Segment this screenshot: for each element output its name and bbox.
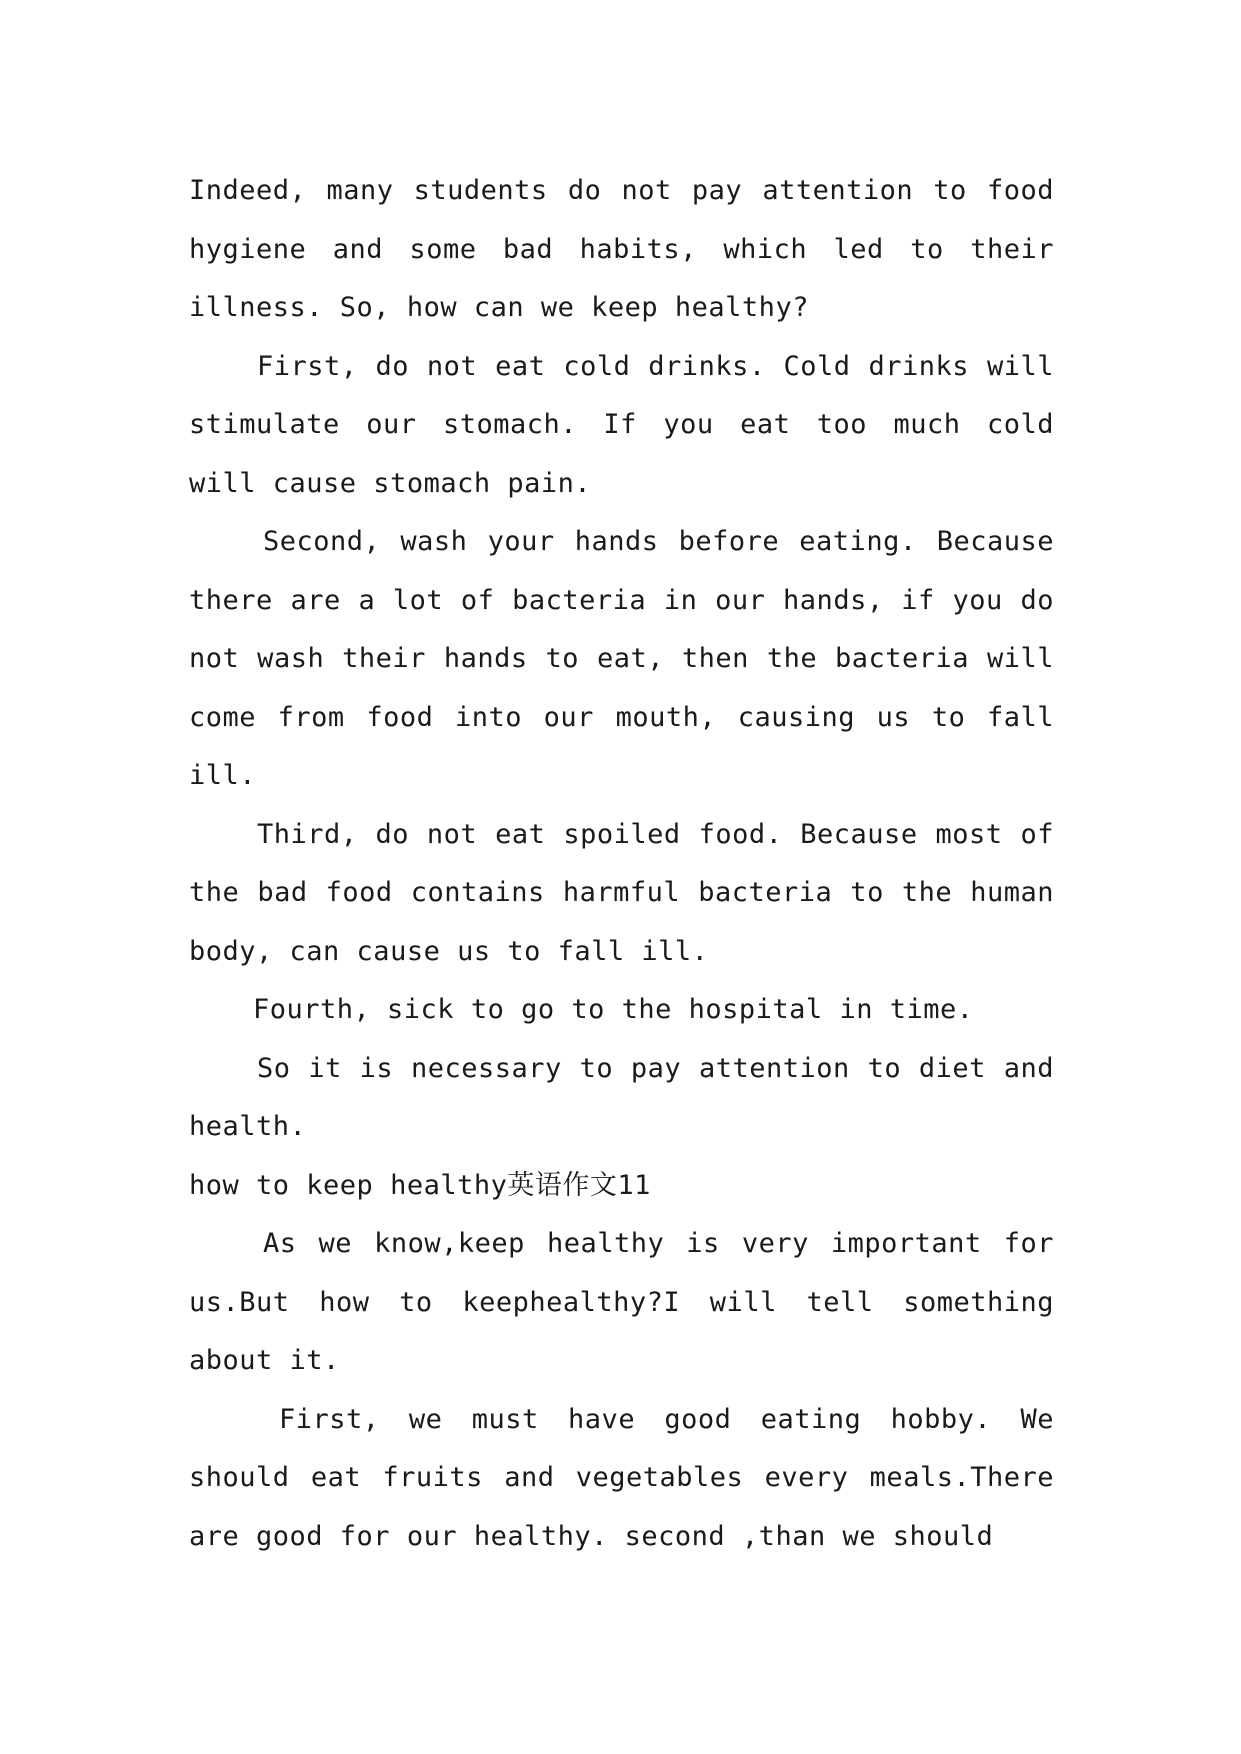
section-heading: how to keep healthy英语作文11 (189, 1169, 651, 1201)
paragraph-intro: Indeed, many students do not pay attention to food hygiene and some bad habits, which led to their illness. So, how can we keep healthy? (189, 175, 1054, 323)
paragraph-conclusion: So it is necessary to pay attention to diet and health. (189, 1052, 1054, 1142)
document-body (189, 162, 1054, 1566)
paragraph-second-tip: Second, wash your hands before eating. Because there are a lot of bacteria in our hands, if you do not wash their hands to eat, then the bacteria will come from food into our mouth, causing us to fall ill. (189, 526, 1054, 791)
paragraph-fourth-tip: Fourth, sick to go to the hospital in time. (253, 994, 974, 1025)
paragraph-first-tip: First, do not eat cold drinks. Cold drinks will stimulate our stomach. If you eat too much cold will cause stomach pain. (189, 350, 1054, 499)
section-paragraph-intro: As we know,keep healthy is very important for us.But how to keephealthy?I will tell something about it. (189, 1228, 1054, 1376)
paragraph-third-tip: Third, do not eat spoiled food. Because most of the bad food contains harmful bacteria to the human body, can cause us to fall ill. (189, 818, 1054, 967)
section-paragraph-first: First, we must have good eating hobby. We should eat fruits and vegetables every meals.There are good for our healthy. second ,than we should (189, 1403, 1054, 1552)
